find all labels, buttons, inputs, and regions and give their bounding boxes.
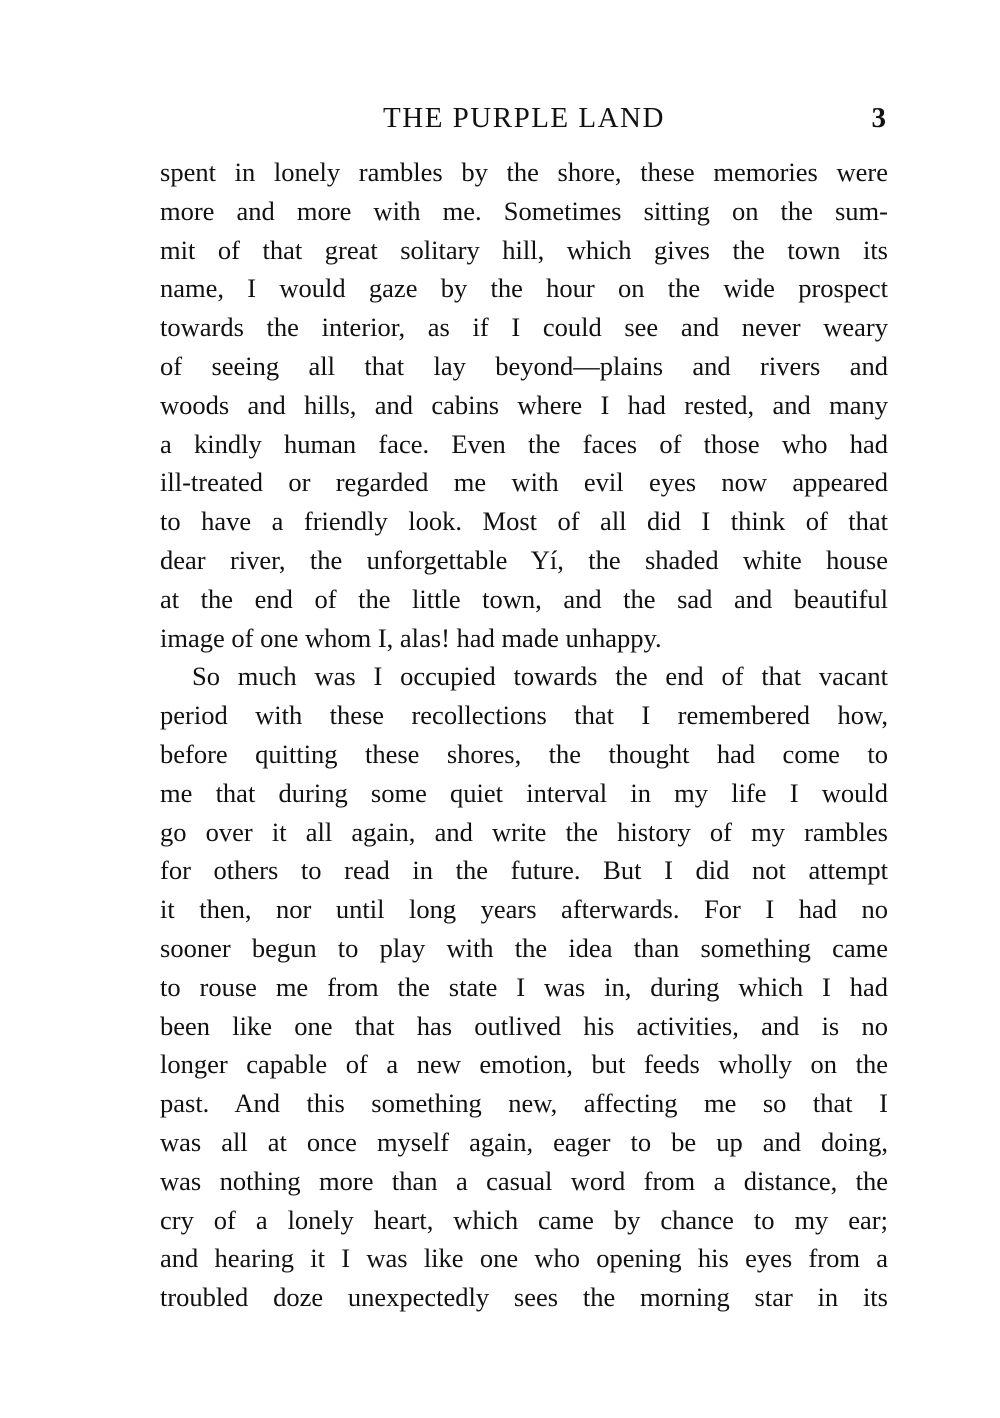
- text-line: longer capable of a new emotion, but feeds wholly on the: [160, 1049, 888, 1080]
- text-line: troubled doze unexpectedly sees the morning star in its: [160, 1282, 888, 1313]
- text-line: for others to read in the future. But I did not attempt: [160, 855, 888, 886]
- text-line: spent in lonely rambles by the shore, these memories were: [160, 157, 888, 187]
- text-line: it then, nor until long years afterwards. For I had no: [160, 894, 888, 925]
- text-line: been like one that has outlived his activities, and is no: [160, 1010, 888, 1041]
- text-line: name, I would gaze by the hour on the wide prospect: [160, 273, 888, 304]
- text-line: ill-treated or regarded me with evil eyes now appeared: [160, 467, 888, 498]
- text-line: before quitting these shores, the thought had come to: [160, 738, 888, 769]
- text-line: towards the interior, as if I could see and never weary: [160, 312, 888, 343]
- paragraph-1: [160, 153, 888, 657]
- running-head: [160, 98, 888, 138]
- text-line: mit of that great solitary hill, which gives the town its: [160, 234, 888, 265]
- text-line: So much was I occupied towards the end of that vacant: [192, 661, 888, 692]
- text-line: was all at once myself again, eager to be up and doing,: [160, 1126, 888, 1157]
- text-line: me that during some quiet interval in my life I would: [160, 777, 888, 808]
- page-number: 3: [871, 102, 886, 134]
- text-line: sooner begun to play with the idea than something came: [160, 932, 888, 963]
- text-line: of seeing all that lay beyond—plains and rivers and: [160, 350, 888, 381]
- body-text: [160, 153, 888, 1317]
- running-title: THE PURPLE LAND: [383, 102, 665, 134]
- text-line: and hearing it I was like one who opening his eyes from a: [160, 1243, 888, 1274]
- text-line: a kindly human face. Even the faces of those who had: [160, 428, 888, 459]
- text-line: cry of a lonely heart, which came by chance to my ear;: [160, 1204, 888, 1235]
- paragraph-2: [160, 657, 888, 1317]
- text-line: woods and hills, and cabins where I had rested, and many: [160, 389, 888, 420]
- text-line: was nothing more than a casual word from a distance, the: [160, 1165, 888, 1196]
- text-line: past. And this something new, affecting me so that I: [160, 1088, 888, 1119]
- text-line: go over it all again, and write the history of my rambles: [160, 816, 888, 847]
- text-line: at the end of the little town, and the sad and beautiful: [160, 583, 888, 614]
- text-line: period with these recollections that I remembered how,: [160, 700, 888, 731]
- text-line: to rouse me from the state I was in, during which I had: [160, 971, 888, 1002]
- text-line: image of one whom I, alas! had made unhappy.: [160, 622, 662, 653]
- text-line: dear river, the unforgettable Yí, the shaded white house: [160, 544, 888, 575]
- text-line: to have a friendly look. Most of all did I think of that: [160, 506, 888, 537]
- text-line: more and more with me. Sometimes sitting on the sum-: [160, 195, 888, 226]
